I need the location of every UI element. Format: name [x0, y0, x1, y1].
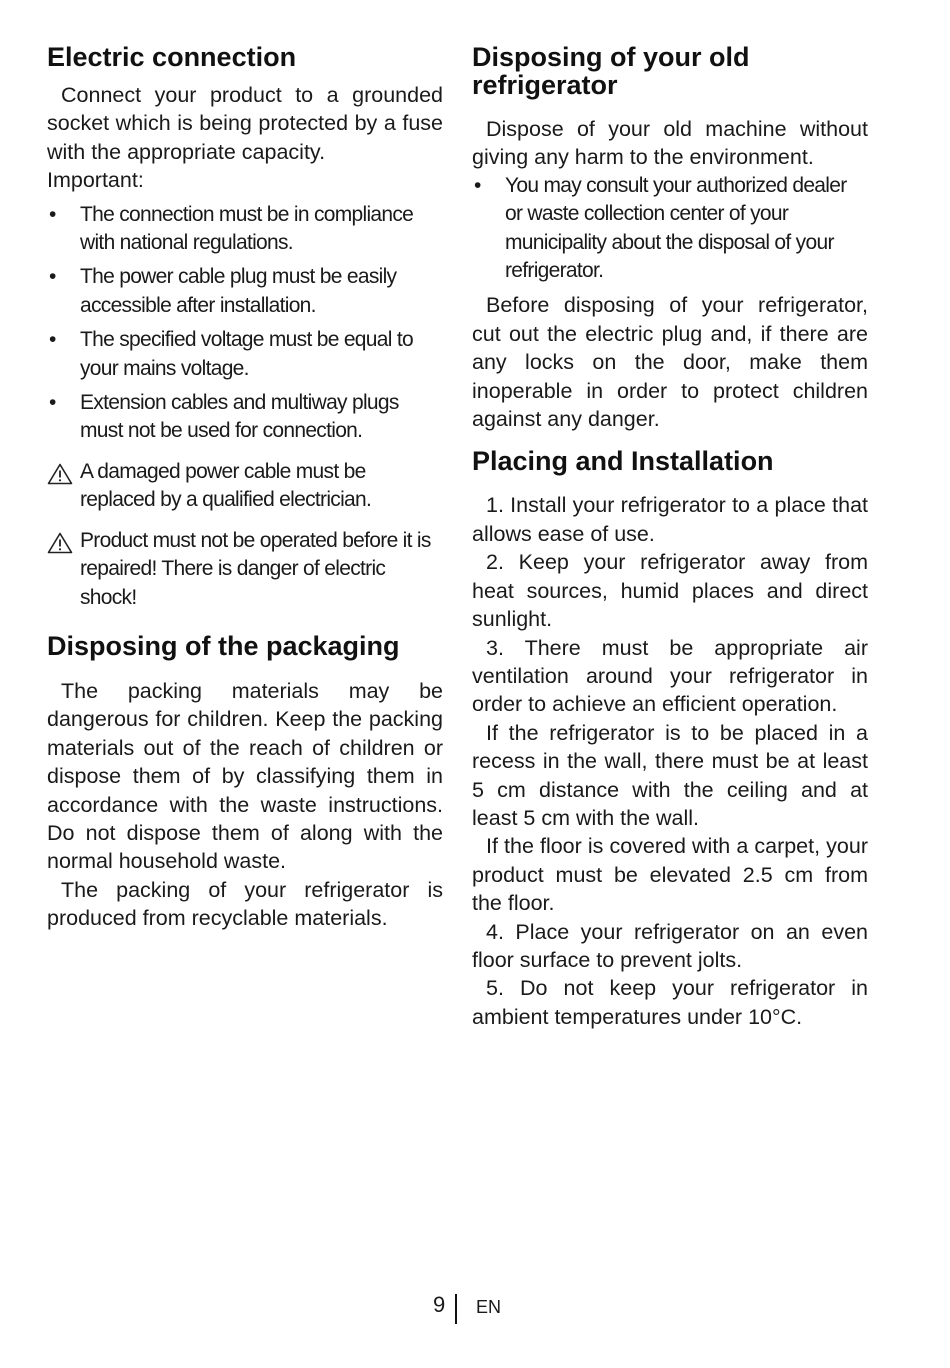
list-item: • Extension cables and multiway plugs must not be used for connection.: [49, 391, 399, 443]
list-item: • The connection must be in compliance with national regulations.: [49, 202, 414, 255]
warning-triangle-icon: [47, 532, 73, 554]
disposing-packaging-heading: Disposing of the packaging: [47, 630, 400, 661]
warning-note-operation: Product must not be operated before it is repaired! There is danger of electric shock!: [47, 527, 443, 612]
packaging-paragraph-2: The packing of your refrigerator is produced from recyclable materials.: [47, 877, 443, 931]
list-item: If the floor is covered with a carpet, your product must be elevated 2.5 cm from the floor.: [472, 834, 868, 916]
warning-note-cable: A damaged power cable must be replaced by a qualified electrician.: [47, 458, 443, 515]
list-item: 1. Install your refrigerator to a place that allows ease of use.: [472, 493, 868, 546]
list-item: 3. There must be appropriate air ventilation around your refrigerator in order to achieve an efficient operation.: [472, 635, 868, 717]
bullet-dot-icon: •: [49, 391, 57, 415]
list-item: • The specified voltage must be equal to your mains voltage.: [49, 328, 413, 380]
footer-divider: [455, 1294, 457, 1324]
list-item: 5. Do not keep your refrigerator in ambient temperatures under 10°C.: [472, 976, 868, 1029]
page-footer: [0, 1290, 950, 1330]
old-refrigerator-paragraph: Before disposing of your refrigerator, cut out the electric plug and, if there are any locks on the door, make them inoperable in order to protect children against any danger.: [472, 293, 868, 432]
right-column: [472, 40, 868, 1031]
left-column: [47, 40, 443, 933]
bullet-dot-icon: •: [49, 265, 57, 289]
bullet-dot-icon: •: [49, 328, 57, 352]
placing-list: [472, 491, 868, 1031]
bullet-dot-icon: •: [49, 202, 57, 226]
language-code: EN: [476, 1297, 502, 1317]
bullet-dot-icon: •: [474, 173, 482, 197]
old-refrigerator-intro: Dispose of your old machine without giving any harm to the environment.: [472, 117, 868, 170]
electric-intro: Connect your product to a grounded socket which is being protected by a fuse with the appropriate capacity.: [47, 83, 443, 164]
placing-installation-heading: Placing and Installation: [472, 446, 774, 477]
electric-connection-heading: Electric connection: [47, 42, 297, 72]
list-item: 2. Keep your refrigerator away from heat sources, humid places and direct sunlight.: [472, 550, 868, 632]
old-refrigerator-bullet-list: [472, 172, 868, 286]
warning-triangle-icon: [47, 463, 73, 485]
electric-bullet-list: [47, 201, 443, 446]
list-item: 4. Place your refrigerator on an even floor surface to prevent jolts.: [472, 919, 868, 972]
packaging-paragraph-1: The packing materials may be dangerous for children. Keep the packing materials out of the reach of children or dispose them of by classifying them in accordance with the waste instructions. Do not dispose them of along with the normal household waste.: [47, 678, 443, 874]
list-item: If the refrigerator is to be placed in a recess in the wall, there must be at least 5 cm distance with the ceiling and at least 5 cm with the wall.: [472, 720, 868, 830]
disposing-old-refrigerator-heading: Disposing of your old refrigerator: [472, 42, 750, 100]
important-label: Important:: [47, 168, 144, 193]
list-item: • You may consult your authorized dealer or waste collection center of your municipality about the disposal of your refrigerator.: [474, 173, 847, 283]
page-number: 9: [433, 1292, 446, 1317]
list-item: • The power cable plug must be easily accessible after installation.: [49, 265, 397, 317]
